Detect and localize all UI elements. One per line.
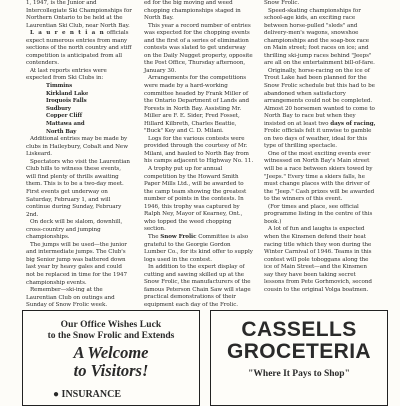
ad-store-name-line: GROCETERIA (226, 340, 371, 363)
town-item: North Bay (46, 128, 77, 135)
town-item: Sudbury (46, 105, 71, 112)
emphasis: Snow Frolic (160, 233, 197, 240)
paragraph: Logs for the various contests were provided through the courtesy of Mr. Milani, and hauled to North Bay from his camps adjacent to Highway No. 11. (144, 135, 254, 165)
paragraph: 1, 1947, is the Junior and Intercollegiate Ski Championships for Northern Ontario to be held at the Laurentian Ski Club, near North Bay. (26, 0, 132, 29)
paragraph: At last reports entries were expected from Ski Clubs in: (26, 67, 107, 82)
ad-welcome-line: A Welcome (73, 343, 149, 362)
paragraph: A lot of fun and laughs is expected when the Kinsmen defend their heat racing title which they won during the Winter Carnival of 1946. Teams in this contest will pole toboggans along the ice of Main Street—and the Kinsmen say they have been taking secret lessons from Pete Gorhmovich, second cousin to the original Volga boatmen. (264, 226, 372, 293)
ad-service-item (53, 389, 121, 401)
ad-store-name-line: CASSELLS (241, 318, 357, 341)
town-item: Mattawa and (46, 120, 85, 127)
town-item: Iroquois Falls (46, 98, 87, 105)
emphasis: L a u r e n t i a n (30, 30, 105, 37)
paragraph (264, 68, 377, 151)
bullet-icon: ● (53, 389, 60, 400)
paragraph: Snow Frolic. (264, 0, 300, 6)
paragraph: On deck will be slalom, downhill, cross-country and jumping championships. (26, 219, 123, 241)
cassells-groceteria-ad (210, 310, 388, 406)
paragraph: A trophy put up for annual competition by the Howard Smith Paper Mills Ltd., will be awarded to the camp team showing the greatest number of points in the contests. In 1946, this trophy was captured by Ralph Ney, Mayor of Kearney, Ont., who topped the weed chopping section. (144, 166, 247, 233)
insurance-office-ad (22, 310, 200, 406)
article-column-2 (144, 0, 254, 308)
paragraph: Arrangements for the competitions were made by a hard-working committee headed by Frank Miller of the Ontario Department of Lands and Forests in North Bay. Assisting Mr. Miller are F. E. Sider, Fred Fosset, Hillard Kilbreth, Charles Beattie, "Buck" Key and C. D. Milani. (144, 75, 250, 135)
paragraph: (For times and place, see official programme listing in the centre of this book.) (264, 203, 373, 225)
paragraph (26, 30, 132, 68)
town-item: Kirkland Lake (46, 90, 89, 97)
paragraph: Additional entries may be made by clubs in Haileybury, Cobalt and New Liskeard. (26, 136, 128, 158)
text: Committee is also grateful to the Georgie Gordon Lumber Co., for its kind offer to supply logs used in the contest. (144, 233, 253, 263)
ad-subheadline: to the Snow Frolic and Extends (47, 331, 175, 341)
text: Frolic officials felt it unwise to gamble on two days of weather, ideal for this type of thrilling spectacle. (264, 128, 372, 150)
ad-store-name (211, 319, 387, 363)
text: officials expect numerous entries from many sections of the north country and stiff competition is anticipated from all contenders. (26, 30, 132, 67)
text: The (148, 233, 161, 240)
ad-tagline: "Where It Pays to Shop" (248, 369, 350, 379)
town-list (26, 83, 132, 136)
article-column-1 (26, 0, 132, 309)
ad-headline: Our Office Wishes Luck (60, 320, 162, 330)
paragraph: ed for the big moving and weed chopping championships staged in North Bay. (144, 0, 241, 22)
town-item: Timmins (46, 83, 73, 90)
paragraph: This year a record number of entries was expected for the chopping events and the first of a series of elimination contests was slated to get underway on the Daily Nugget property, opposite the Post Office, Thursday afternoon, January 30. (144, 22, 253, 74)
paragraph: The jumps will be used—the junior and intermediate jumps. The Club's big Senior jump was battered down last year by heavy gales and could not be replaced in time for the 1947 championship events. (26, 241, 128, 286)
paragraph: Spectators who visit the Laurentian Club hills to witness these events, will find plenty of thrills awaiting them. This is to be a two-day meet. First events get underway on Saturday, February 1, and will continue during Sunday, February 2nd. (26, 158, 130, 218)
emphasis: days of racing, (330, 120, 376, 127)
town-item: Copper Cliff (46, 113, 82, 120)
paragraph: One of the most exciting events ever witnessed on North Bay's Main street will be a race between skiers towed by "Jeeps." Every time a skiers falls, he must change places with the driver of the "Jeep." Cash prizes will be awarded to the winners of this event. (264, 150, 375, 203)
paragraph: Remember—ski-ing at the Laurentian Club on outings and Sunday of Snow Frolic week. (26, 287, 115, 309)
article-column-3 (264, 0, 377, 300)
ad-welcome-line: to Visitors! (73, 361, 149, 380)
ad-welcome-text (23, 344, 199, 380)
text: Originally, horse-racing on the ice of Trout Lake had been planned for the Snow Frolic schedule but this had to be abandoned when satisfactory arrangements could not be completed. Almost 20 horsemen wanted to come to North Bay to race but when they insisted on at least two (264, 67, 375, 127)
paragraph: In addition to the expert display of cutting and sawing skilled up at the Snow Frolic, the manufacturers of the famous Peterson Chain Saw will stage practical demonstrations of their equipment each day of the Frolic. (144, 264, 251, 308)
paragraph: Speed-skating championships for school-age kids, an exciting race between horse-pulled "sleds" and delivery-men's wagons, snowshoe championships and the soap-box race on Main street; foot races on ice; and thrilling ski-jump races behind "Jeeps" are all on the entertainment bill-of-fare. (264, 7, 375, 67)
ad-service-label: INSURANCE (61, 389, 121, 400)
paragraph (144, 234, 254, 264)
